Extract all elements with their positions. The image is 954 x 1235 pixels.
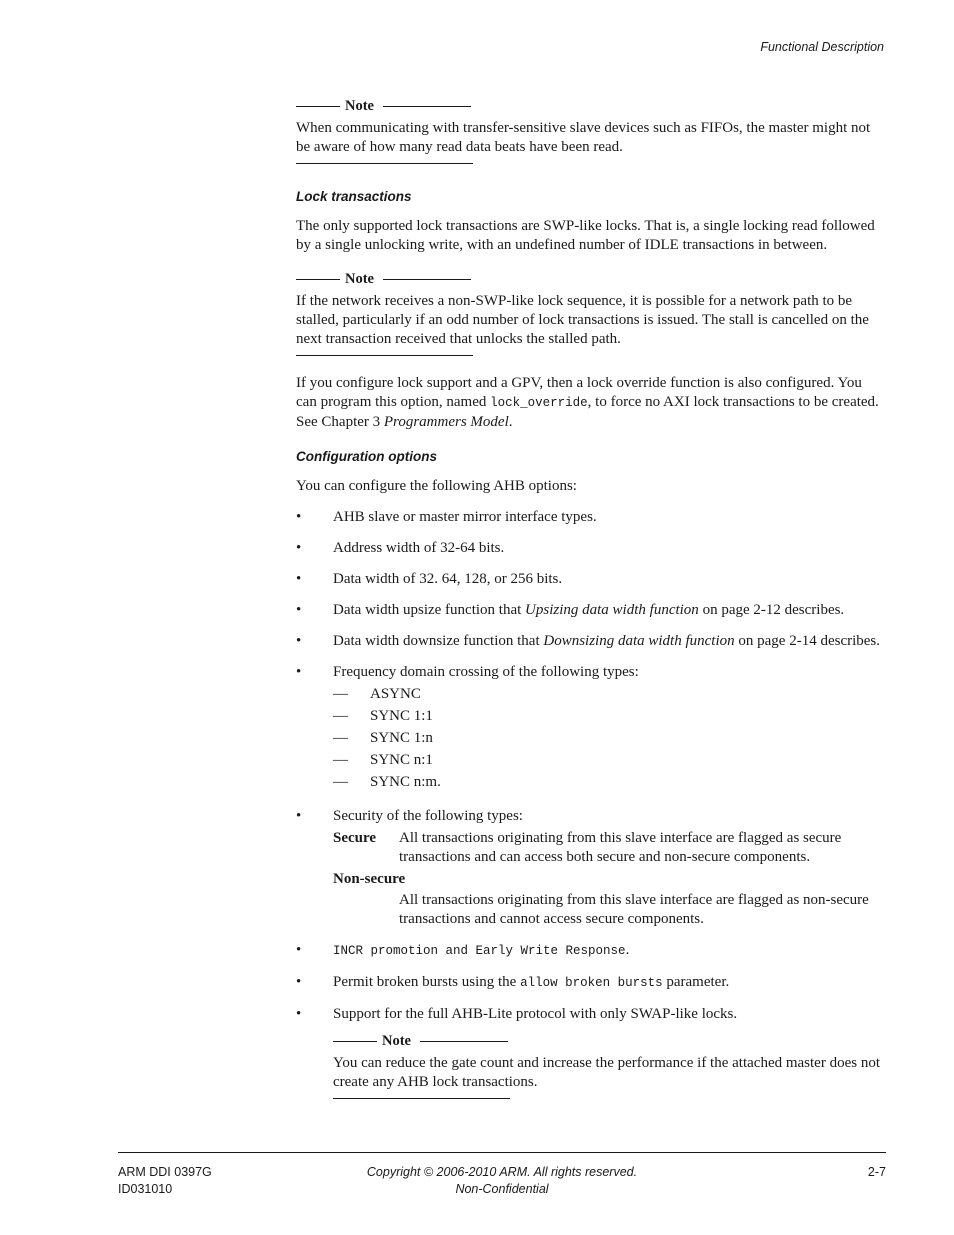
note-text: You can reduce the gate count and increase the performance if the attached master does not create any AHB lock transactions.	[333, 1055, 880, 1090]
note-label: Note	[382, 1032, 411, 1049]
note-rule-left	[333, 1041, 377, 1042]
frequency-types-list	[333, 685, 886, 795]
page-number: 2-7	[867, 1165, 886, 1179]
lock-paragraph: The only supported lock transactions are SWP-like locks. That is, a single locking read followed by a single unlocking write, with an undefined number of IDLE transactions in between.	[296, 218, 875, 253]
note-rule-left	[296, 279, 340, 280]
list-item-text: Address width of 32-64 bits.	[333, 540, 505, 556]
sub-list-item-text: SYNC n:m.	[370, 774, 441, 790]
dash-glyph: —	[333, 708, 348, 724]
text-run: parameter.	[662, 974, 730, 990]
list-item	[296, 570, 886, 589]
page-footer	[118, 1152, 886, 1198]
list-item-text: Security of the following types:	[333, 808, 523, 824]
config-intro: You can configure the following AHB options:	[296, 478, 577, 494]
list-item	[296, 632, 886, 651]
running-header: Functional Description	[760, 40, 884, 54]
sub-list-item-text: SYNC 1:1	[370, 708, 433, 724]
sub-list-item	[333, 729, 886, 751]
bullet-glyph: •	[296, 540, 302, 556]
bullet-glyph: •	[296, 1006, 302, 1022]
text-run: .	[625, 942, 630, 958]
bullet-glyph: •	[296, 974, 302, 990]
note-rule-bottom	[333, 1098, 510, 1099]
bullet-glyph: •	[296, 633, 302, 649]
note-rule-right	[383, 279, 471, 280]
text-run: Data width downsize function that	[333, 633, 544, 649]
text-run: Permit broken bursts using the	[333, 974, 521, 990]
note-text: When communicating with transfer-sensitive slave devices such as FIFOs, the master might not be aware of how many read data beats have been read.	[296, 120, 871, 155]
configuration-options-heading: Configuration options	[296, 449, 437, 464]
note-block	[296, 97, 886, 164]
list-item	[296, 601, 886, 620]
list-item	[296, 1005, 886, 1099]
dash-glyph: —	[333, 686, 348, 702]
sub-list-item	[333, 707, 886, 729]
definition-description: All transactions originating from this slave interface are flagged as secure transactions and can access both secure and non-secure components.	[399, 830, 842, 865]
note-header	[333, 1032, 886, 1050]
list-item-text: Data width of 32. 64, 128, or 256 bits.	[333, 571, 563, 587]
note-rule-right	[420, 1041, 508, 1042]
definition-description: All transactions originating from this slave interface are flagged as non-secure transactions and cannot access secure components.	[399, 892, 869, 927]
cross-reference-link[interactable]: Programmers Model	[383, 414, 509, 430]
bullet-glyph: •	[296, 602, 302, 618]
list-item-text: AHB slave or master mirror interface types.	[333, 509, 597, 525]
note-label: Note	[345, 270, 374, 287]
note-block	[296, 270, 886, 356]
note-text: If the network receives a non-SWP-like lock sequence, it is possible for a network path to be stalled, particularly if an odd number of lock transactions is issued. The stall is cancelled on the next transaction received that unlocks the stalled path.	[296, 293, 869, 347]
list-item	[296, 508, 886, 527]
dash-glyph: —	[333, 752, 348, 768]
bullet-glyph: •	[296, 942, 302, 958]
dash-glyph: —	[333, 774, 348, 790]
cross-reference-link[interactable]: Upsizing data width function	[525, 602, 699, 618]
sub-list-item	[333, 685, 886, 707]
list-item	[296, 663, 886, 795]
issue-id: ID031010	[118, 1182, 173, 1196]
code-lock-override: lock_override	[490, 396, 588, 410]
text-run: , to force no AXI lock transactions to be created. See Chapter 3	[296, 394, 879, 430]
dash-glyph: —	[333, 730, 348, 746]
footer-rule	[118, 1152, 886, 1153]
list-item	[296, 941, 886, 961]
document-id: ARM DDI 0397G	[118, 1165, 212, 1179]
text-run: on page 2-14 describes.	[734, 633, 881, 649]
page-content	[296, 97, 886, 1111]
text-run: on page 2-12 describes.	[698, 602, 845, 618]
bullet-glyph: •	[296, 664, 302, 680]
sub-list-item-text: SYNC n:1	[370, 752, 433, 768]
note-header	[296, 270, 886, 288]
text-run: Data width upsize function that	[333, 602, 526, 618]
note-label: Note	[345, 97, 374, 114]
code-allow-broken-bursts: allow broken bursts	[520, 976, 663, 990]
copyright-notice: Copyright © 2006-2010 ARM. All rights reserved.	[366, 1165, 638, 1179]
code-incr-promotion: INCR promotion and Early Write Response	[333, 944, 626, 958]
bullet-glyph: •	[296, 509, 302, 525]
lock-override-paragraph	[296, 374, 886, 432]
note-block	[333, 1032, 886, 1099]
cross-reference-link[interactable]: Downsizing data width function	[543, 633, 735, 649]
list-item	[296, 973, 886, 993]
definition-term: Non-secure	[333, 871, 406, 887]
lock-transactions-heading: Lock transactions	[296, 189, 412, 204]
note-rule-bottom	[296, 355, 473, 356]
note-rule-bottom	[296, 163, 473, 164]
config-options-list	[296, 508, 886, 1099]
list-item-text: Support for the full AHB-Lite protocol with only SWAP-like locks.	[333, 1006, 738, 1022]
text-run: .	[508, 414, 513, 430]
bullet-glyph: •	[296, 571, 302, 587]
sub-list-item-text: SYNC 1:n	[370, 730, 433, 746]
footer-center	[367, 1164, 637, 1198]
bullet-glyph: •	[296, 808, 302, 824]
note-rule-right	[383, 106, 471, 107]
text-run: If you configure lock support and a GPV, then a lock override function is also configured. You can program this option, named	[296, 375, 862, 410]
list-item-text: Frequency domain crossing of the following types:	[333, 664, 639, 680]
sub-list-item	[333, 751, 886, 773]
sub-list-item	[333, 773, 886, 795]
sub-list-item-text: ASYNC	[370, 686, 421, 702]
note-rule-left	[296, 106, 340, 107]
list-item	[296, 539, 886, 558]
definition-secure	[333, 829, 886, 867]
footer-left	[118, 1164, 298, 1198]
definition-term: Secure	[333, 830, 377, 846]
list-item	[296, 807, 886, 929]
note-header	[296, 97, 886, 115]
confidentiality-notice: Non-Confidential	[455, 1182, 549, 1196]
